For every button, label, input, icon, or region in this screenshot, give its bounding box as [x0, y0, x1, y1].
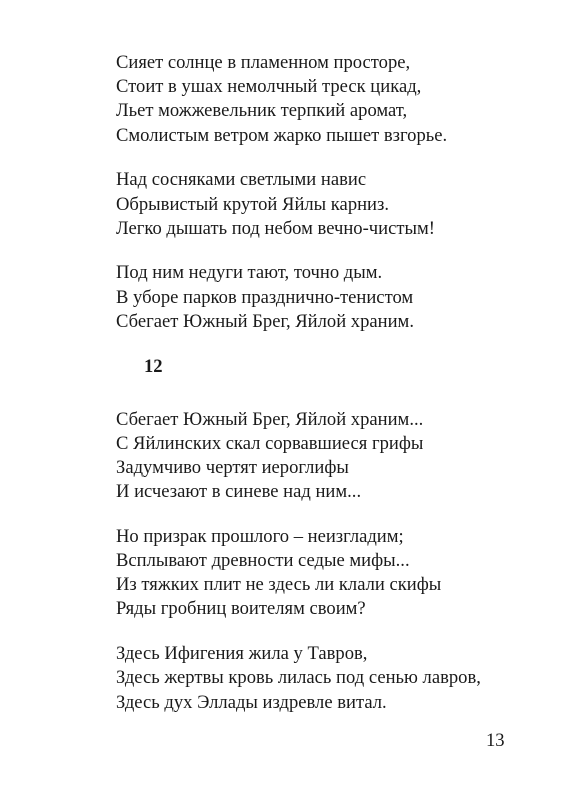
poem-line: И исчезают в синеве над ним...: [116, 481, 362, 503]
stanza: [116, 408, 536, 505]
poem-line: Но призрак прошлого – неизгладим;: [116, 525, 404, 547]
poem-line: Здесь дух Эллады издревле витал.: [116, 691, 387, 713]
stanza: [116, 642, 536, 715]
poem-line: Стоит в ушах немолчный треск цикад,: [116, 76, 422, 98]
poem-line: Под ним недуги тают, точно дым.: [116, 262, 383, 284]
poem-line: Здесь жертвы кровь лилась под сенью лавров,: [116, 667, 481, 689]
poem-line: Сияет солнце в пламенном просторе,: [116, 52, 411, 73]
poem-line: С Яйлинских скал сорвавшиеся грифы: [116, 432, 424, 454]
poem-line: Льет можжевельник терпкий аромат,: [116, 100, 408, 122]
stanza: [116, 261, 536, 334]
poem-line: Здесь Ифигения жила у Тавров,: [116, 643, 368, 665]
section-number: 12: [144, 355, 163, 377]
poem-line: Легко дышать под небом вечно-чистым!: [116, 217, 435, 239]
poem-line: Смолистым ветром жарко пышет взгорье.: [116, 124, 448, 146]
poem-line: Обрывистый крутой Яйлы карниз.: [116, 193, 390, 215]
poem-line: Из тяжких плит не здесь ли клали скифы: [116, 574, 442, 596]
poem-line: В уборе парков празднично-тенистом: [116, 286, 414, 308]
poem-line: Сбегает Южный Брег, Яйлой храним.: [116, 310, 414, 332]
poem-line: Сбегает Южный Брег, Яйлой храним...: [116, 408, 424, 430]
page-number: 13: [486, 730, 505, 751]
poem-line: Над сосняками светлыми навис: [116, 169, 367, 191]
stanza: [116, 168, 536, 241]
stanza: [116, 51, 536, 148]
poem-text: [116, 51, 536, 715]
poem-line: Ряды гробниц воителям своим?: [116, 598, 366, 620]
poem-line: Задумчиво чертят иероглифы: [116, 456, 349, 478]
poem-line: Всплывают древности седые мифы...: [116, 550, 410, 572]
stanza: [116, 525, 536, 622]
